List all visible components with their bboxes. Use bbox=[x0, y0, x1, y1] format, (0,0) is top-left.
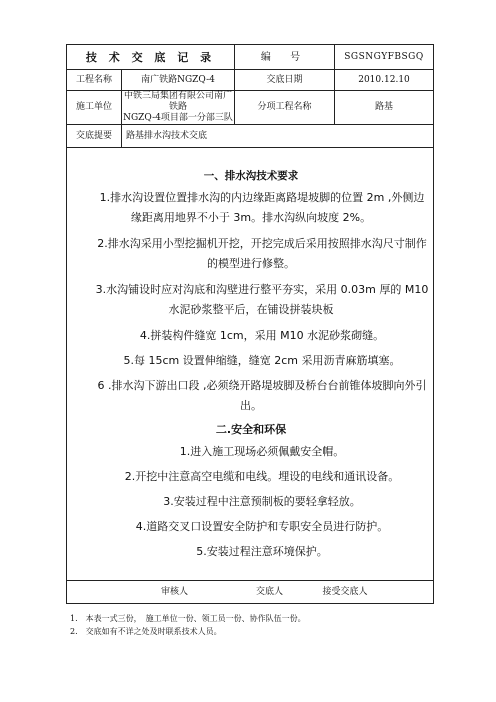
form-table bbox=[66, 44, 434, 604]
section2-item: 4.道路交叉口设置安全防护和专职安全员进行防护。 bbox=[135, 519, 389, 533]
summary-value: 路基排水沟技术交底 bbox=[122, 125, 434, 148]
unit-value-line2: NGZQ-4项目部一分部三队 bbox=[123, 113, 233, 123]
disclosure-form bbox=[66, 44, 433, 604]
summary-row bbox=[67, 125, 434, 148]
signature-row bbox=[67, 581, 434, 604]
section1-item: 5.每 15cm 设置伸缩缝，缝宽 2cm 采用沥青麻筋填塞。 bbox=[123, 353, 401, 367]
reviewer-label: 审核人 bbox=[160, 586, 188, 597]
section1-item: 6 .排水沟下游出口段 ,必须绕开路堤坡脚及桥台台前锥体坡脚向外引出。 bbox=[97, 378, 427, 412]
title-row bbox=[67, 45, 434, 70]
content-row bbox=[67, 148, 434, 581]
code-label: 编 号 bbox=[235, 45, 335, 70]
unit-value bbox=[122, 91, 235, 125]
date-label: 交底日期 bbox=[235, 70, 335, 91]
project-row bbox=[67, 70, 434, 91]
section2-item: 1.进入施工现场必须佩戴安全帽。 bbox=[179, 444, 345, 458]
unit-row bbox=[67, 91, 434, 125]
summary-label: 交底提要 bbox=[67, 125, 122, 148]
subproject-value: 路基 bbox=[335, 91, 434, 125]
footnote: 2. 交底如有不详之处及时联系技术人员。 bbox=[70, 627, 222, 636]
project-label: 工程名称 bbox=[67, 70, 122, 91]
section2-item: 2.开挖中注意高空电缆和电线。埋设的电线和通讯设备。 bbox=[124, 469, 400, 483]
date-value: 2010.12.10 bbox=[335, 70, 434, 91]
subproject-label: 分项工程名称 bbox=[235, 91, 335, 125]
discloser-label: 交底人 bbox=[255, 586, 283, 597]
unit-value-line1: 中铁三局集团有限公司南广铁路 bbox=[123, 91, 232, 112]
section1-item: 3.水沟铺设时应对沟底和沟壁进行整平夯实，采用 0.03m 厚的 M10 水泥砂浆整平后，在铺设拼装块板 bbox=[95, 282, 429, 316]
section1-item: 4.拼装构件缝宽 1cm，采用 M10 水泥砂浆砌缝。 bbox=[139, 328, 385, 342]
section2-item: 3.安装过程中注意预制板的要轻拿轻放。 bbox=[163, 494, 361, 508]
section2-item: 5.安装过程注意环境保护。 bbox=[196, 544, 328, 558]
code-value: SGSNGYFBSGQ bbox=[335, 45, 434, 70]
content-cell bbox=[67, 148, 434, 581]
signature-cell bbox=[67, 581, 434, 604]
section1-item: 2.排水沟采用小型挖掘机开挖，开挖完成后采用按照排水沟尺寸制作的模型进行修整。 bbox=[97, 236, 427, 270]
content-body bbox=[67, 162, 433, 562]
project-value: 南广铁路NGZQ-4 bbox=[122, 70, 235, 91]
section1-item: 1.排水沟设置位置排水沟的内边缘距离路堤坡脚的位置 2m ,外侧边缘距离用地界不小于 3m。排水沟纵向坡度 2%。 bbox=[99, 190, 425, 224]
unit-label: 施工单位 bbox=[67, 91, 122, 125]
footnotes bbox=[70, 612, 306, 638]
section2-heading: 二.安全和环保 bbox=[215, 422, 287, 436]
footnote: 1. 本表一式三份， 施工单位一份、领工员一份、协作队伍一份。 bbox=[70, 614, 306, 623]
section1-heading: 一、排水沟技术要求 bbox=[203, 169, 299, 182]
form-title: 技 术 交 底 记 录 bbox=[67, 45, 235, 70]
receiver-label: 接受交底人 bbox=[322, 586, 368, 597]
